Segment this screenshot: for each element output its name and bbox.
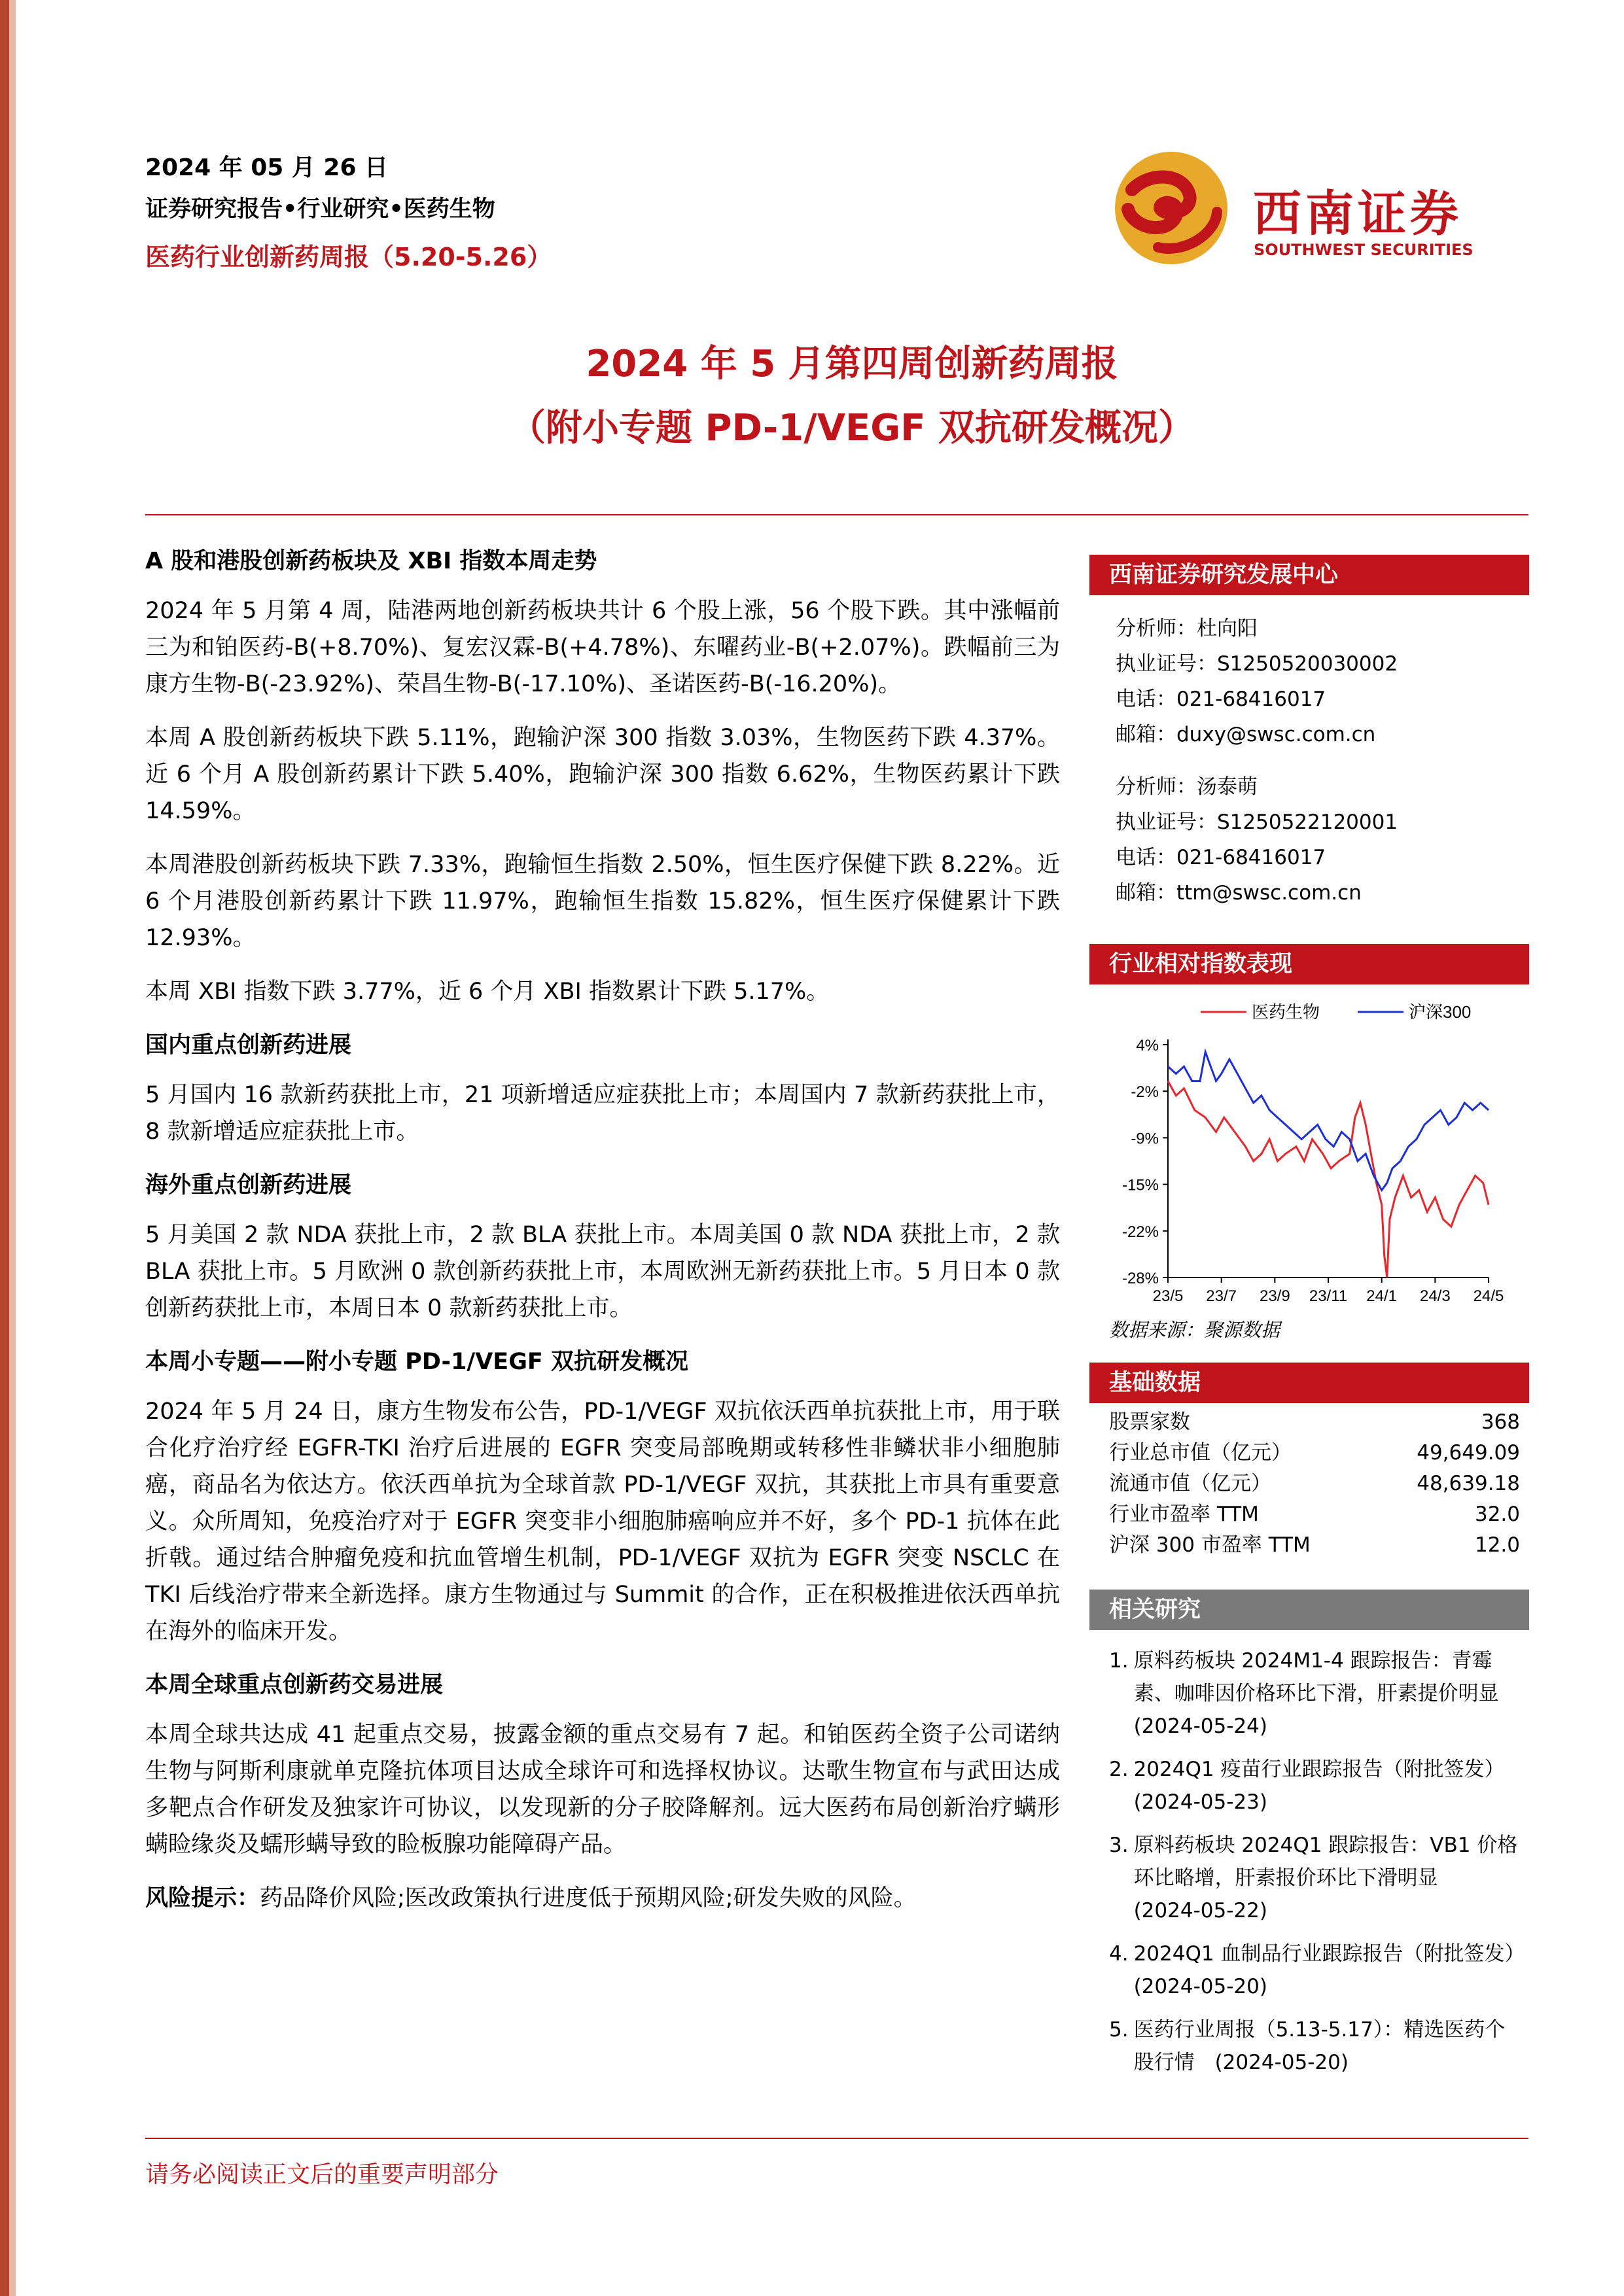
relative-index-chart	[1089, 984, 1529, 1325]
section-deals	[145, 1667, 1060, 1863]
basic-value: 32.0	[1474, 1503, 1520, 1526]
paragraph: 2024 年 5 月 24 日，康方生物发布公告，PD-1/VEGF 双抗依沃西单抗获批上市，用于联合化疗治疗经 EGFR-TKI 治疗后进展的 EGFR 突变局部晚期或转移性非鳞状非小细胞肺癌，商品名为依达方。依沃西单抗为全球首款 PD-1/VEGF 双抗，其获批上市具有重要意义。众所周知，免疫治疗对于 EGFR 突变非小细胞肺癌响应并不好，多个 PD-1 抗体在此折戟。通过结合肿瘤免疫和抗血管增生机制，PD-1/VEGF 双抗为 EGFR 突变 NSCLC 在 TKI 后线治疗带来全新选择。康方生物通过与 Summit 的合作，正在积极推进依沃西单抗在海外的临床开发。	[145, 1399, 1060, 1644]
risk-label: 风险提示：	[145, 1885, 260, 1911]
related-item-number: 1.	[1109, 1649, 1129, 1673]
basic-row	[1089, 1407, 1529, 1438]
chart-y-tick-label: -9%	[1131, 1130, 1159, 1148]
sidebar-basic-data	[1089, 1363, 1529, 1561]
basic-row	[1089, 1469, 1529, 1499]
related-research-band: 相关研究	[1089, 1590, 1529, 1630]
related-list	[1089, 1644, 1535, 2079]
basic-value: 48,639.18	[1417, 1472, 1520, 1495]
footer-disclaimer: 请务必阅读正文后的重要声明部分	[145, 2161, 499, 2188]
section-heading: 本周小专题——附小专题 PD-1/VEGF 双抗研发概况	[145, 1349, 689, 1375]
chart-x-tick-label: 23/11	[1309, 1287, 1348, 1305]
research-center-band: 西南证券研究发展中心	[1089, 555, 1529, 595]
chart-legend-label: 医药生物	[1252, 1002, 1320, 1022]
related-item-number: 2.	[1109, 1758, 1129, 1781]
related-item[interactable]	[1109, 1753, 1521, 1818]
section-heading: 海外重点创新药进展	[145, 1172, 352, 1198]
risk-text: 药品降价风险;医改政策执行进度低于预期风险;研发失败的风险。	[260, 1885, 917, 1911]
related-item-text: 2024Q1 血制品行业跟踪报告（附批签发） (2024-05-20)	[1133, 1942, 1535, 1998]
basic-value: 49,649.09	[1417, 1441, 1520, 1465]
analyst-2-cert: 执业证号：S1250522120001	[1116, 810, 1398, 834]
analyst-1-email: 邮箱：duxy@swsc.com.cn	[1116, 723, 1376, 746]
analyst-2-email: 邮箱：ttm@swsc.com.cn	[1116, 881, 1362, 905]
basic-row	[1089, 1438, 1529, 1469]
chart-x-tick-label: 24/5	[1473, 1287, 1504, 1305]
related-item-number: 3.	[1109, 1834, 1129, 1857]
sidebar-analysts	[1089, 555, 1529, 911]
basic-label: 流通市值（亿元）	[1109, 1472, 1271, 1495]
basic-label: 股票家数	[1109, 1410, 1190, 1434]
analyst-1-cert: 执业证号：S1250520030002	[1116, 652, 1398, 676]
section-heading: 本周全球重点创新药交易进展	[145, 1672, 444, 1698]
chart-y-tick-label: -28%	[1121, 1270, 1159, 1287]
chart-y-tick-label: -2%	[1131, 1083, 1159, 1102]
report-series: 医药行业创新药周报（5.20-5.26）	[145, 243, 552, 271]
basic-value: 368	[1481, 1410, 1520, 1434]
analyst-1-name: 分析师：杜向阳	[1116, 617, 1258, 640]
analyst-2-name: 分析师：汤泰萌	[1116, 775, 1258, 799]
related-item-text: 原料药板块 2024Q1 跟踪报告：VB1 价格环比略增，肝素报价环比下滑明显 (2024-05-22)	[1133, 1834, 1518, 1922]
company-logo	[1112, 149, 1492, 267]
chart-source: 数据来源：聚源数据	[1109, 1319, 1280, 1341]
related-item-text: 原料药板块 2024M1-4 跟踪报告：青霉素、咖啡因价格环比下滑，肝素提价明显 (2024-05-24)	[1133, 1649, 1519, 1738]
logo-chinese-name: 西南证券	[1253, 186, 1462, 242]
basic-data-band: 基础数据	[1089, 1363, 1529, 1403]
related-item[interactable]	[1109, 1829, 1521, 1927]
paragraph: 2024 年 5 月第 4 周，陆港两地创新药板块共计 6 个股上涨，56 个股下跌。其中涨幅前三为和铂医药-B(+8.70%)、复宏汉霖-B(+4.78%)、东曜药业-B(+2.07%)。跌幅前三为康方生物-B(-23.92%)、荣昌生物-B(-17.10%)、圣诺医药-B(-16.20%)。	[145, 598, 1061, 697]
page-edge-bar	[0, 0, 9, 2296]
section-overseas	[145, 1167, 1060, 1327]
related-item[interactable]	[1109, 1644, 1521, 1743]
paragraph: 5 月国内 16 款新药获批上市，21 项新增适应症获批上市；本周国内 7 款新药获批上市，8 款新增适应症获批上市。	[145, 1082, 1060, 1145]
chart-x-tick-label: 24/3	[1419, 1287, 1451, 1305]
chart-series-line-2	[1168, 1052, 1489, 1190]
chart-x-tick-label: 23/5	[1152, 1287, 1184, 1305]
logo-english-name: SOUTHWEST SECURITIES	[1254, 241, 1474, 259]
related-item[interactable]	[1109, 2013, 1521, 2079]
main-column	[145, 543, 1060, 1934]
risk-note	[145, 1880, 1060, 1917]
paragraph: 本周港股创新药板块下跌 7.33%，跑输恒生指数 2.50%，恒生医疗保健下跌 8.22%。近 6 个月港股创新药累计下跌 11.97%，跑输恒生指数 15.82%，恒生医疗保健累计下跌 12.93%。	[145, 852, 1060, 951]
report-title-line1: 2024 年 5 月第四周创新药周报	[586, 343, 1118, 385]
chart-x-tick-label: 23/9	[1259, 1287, 1290, 1305]
related-item-text: 2024Q1 疫苗行业跟踪报告（附批签发） (2024-05-23)	[1133, 1758, 1515, 1814]
chart-x-tick-label: 24/1	[1366, 1287, 1398, 1305]
chart-legend-label: 沪深300	[1409, 1002, 1472, 1022]
basic-row	[1089, 1499, 1529, 1530]
section-domestic	[145, 1027, 1060, 1150]
report-type: 证券研究报告•行业研究•医药生物	[145, 196, 495, 222]
footer-divider	[145, 2138, 1528, 2139]
analyst-2-phone: 电话：021-68416017	[1116, 846, 1326, 869]
section-special-topic	[145, 1344, 1060, 1650]
report-title-line2: （附小专题 PD-1/VEGF 双抗研发概况）	[508, 407, 1195, 449]
related-item-number: 4.	[1109, 1942, 1129, 1966]
section-heading: A 股和港股创新药板块及 XBI 指数本周走势	[145, 548, 597, 574]
basic-row	[1089, 1530, 1529, 1561]
logo-mark-icon	[1112, 149, 1230, 267]
report-date: 2024 年 05 月 26 日	[145, 154, 389, 181]
paragraph: 5 月美国 2 款 NDA 获批上市，2 款 BLA 获批上市。本周美国 0 款 NDA 获批上市，2 款 BLA 获批上市。5 月欧洲 0 款创新药获批上市，本周欧洲无新药获批上市。5 月日本 0 款创新药获批上市，本周日本 0 款新药获批上市。	[145, 1222, 1060, 1321]
chart-y-tick-label: -22%	[1121, 1223, 1159, 1241]
paragraph: 本周 XBI 指数下跌 3.77%，近 6 个月 XBI 指数累计下跌 5.17%。	[145, 979, 830, 1005]
basic-label: 行业总市值（亿元）	[1109, 1441, 1292, 1465]
section-market	[145, 543, 1060, 1010]
chart-y-tick-label: -15%	[1121, 1176, 1159, 1194]
related-item[interactable]	[1109, 1938, 1535, 2003]
chart-y-tick-label: 4%	[1136, 1037, 1159, 1054]
chart-band: 行业相对指数表现	[1089, 944, 1529, 984]
basic-label: 行业市盈率 TTM	[1109, 1503, 1259, 1526]
related-item-number: 5.	[1109, 2018, 1129, 2042]
analyst-1-phone: 电话：021-68416017	[1116, 687, 1326, 711]
page-edge-bar-light	[9, 0, 16, 2296]
paragraph: 本周 A 股创新药板块下跌 5.11%，跑输沪深 300 指数 3.03%，生物医药下跌 4.37%。近 6 个月 A 股创新药累计下跌 5.40%，跑输沪深 300 指数 6.62%，生物医药累计下跌 14.59%。	[145, 725, 1060, 824]
sidebar-related-research	[1089, 1590, 1535, 2089]
paragraph: 本周全球共达成 41 起重点交易，披露金额的重点交易有 7 起。和铂医药全资子公司诺纳生物与阿斯利康就单克隆抗体项目达成全球许可和选择权协议。达歌生物宣布与武田达成多靶点合作研发及独家许可协议，以发现新的分子胶降解剂。远大医药布局创新治疗螨形螨睑缘炎及蠕形螨导致的睑板腺功能障碍产品。	[145, 1722, 1060, 1858]
basic-value: 12.0	[1474, 1533, 1520, 1557]
basic-label: 沪深 300 市盈率 TTM	[1109, 1533, 1311, 1557]
sidebar-chart-block	[1089, 944, 1529, 1342]
related-item-text: 医药行业周报（5.13-5.17）：精选医药个股行情 (2024-05-20)	[1133, 2018, 1506, 2074]
chart-x-tick-label: 23/7	[1206, 1287, 1237, 1305]
section-heading: 国内重点创新药进展	[145, 1032, 352, 1058]
title-divider	[145, 514, 1528, 515]
